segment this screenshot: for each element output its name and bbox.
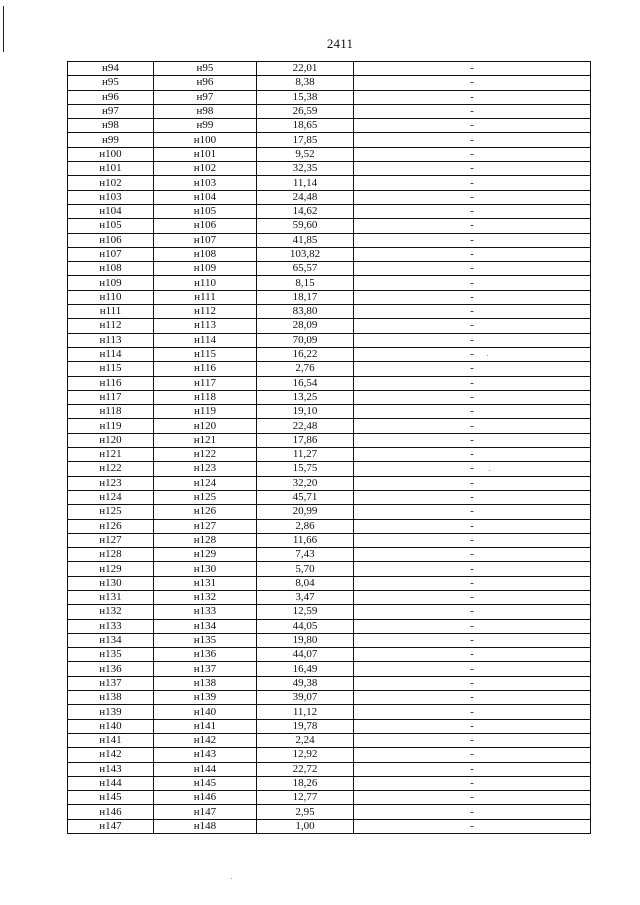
- table-row: [68, 805, 591, 819]
- length-cell: 22,01: [257, 62, 354, 76]
- point-to-cell: н129: [154, 548, 257, 562]
- table-row: [68, 333, 591, 347]
- length-cell: 16,49: [257, 662, 354, 676]
- point-to-cell: н133: [154, 605, 257, 619]
- point-from-cell: н107: [68, 247, 154, 261]
- point-from-cell: н116: [68, 376, 154, 390]
- table-row: [68, 219, 591, 233]
- point-from-cell: н102: [68, 176, 154, 190]
- point-to-cell: н145: [154, 776, 257, 790]
- point-to-cell: н135: [154, 633, 257, 647]
- point-to-cell: н115: [154, 347, 257, 361]
- note-cell: -: [354, 733, 591, 747]
- point-from-cell: н108: [68, 262, 154, 276]
- length-cell: 49,38: [257, 676, 354, 690]
- point-from-cell: н137: [68, 676, 154, 690]
- table-row: [68, 347, 591, 361]
- length-cell: 2,76: [257, 362, 354, 376]
- point-to-cell: н96: [154, 76, 257, 90]
- note-cell: -: [354, 462, 591, 476]
- point-from-cell: н146: [68, 805, 154, 819]
- length-cell: 22,48: [257, 419, 354, 433]
- table-row: [68, 433, 591, 447]
- point-from-cell: н138: [68, 691, 154, 705]
- note-cell: -: [354, 376, 591, 390]
- length-cell: 70,09: [257, 333, 354, 347]
- length-cell: 18,65: [257, 119, 354, 133]
- point-from-cell: н103: [68, 190, 154, 204]
- table-row: [68, 819, 591, 833]
- length-cell: 2,24: [257, 733, 354, 747]
- point-to-cell: н104: [154, 190, 257, 204]
- point-to-cell: н141: [154, 719, 257, 733]
- point-to-cell: н148: [154, 819, 257, 833]
- point-to-cell: н147: [154, 805, 257, 819]
- point-from-cell: н128: [68, 548, 154, 562]
- note-cell: -: [354, 190, 591, 204]
- point-to-cell: н140: [154, 705, 257, 719]
- boundary-segments-table: [67, 61, 591, 834]
- point-to-cell: н121: [154, 433, 257, 447]
- point-to-cell: н124: [154, 476, 257, 490]
- length-cell: 11,27: [257, 448, 354, 462]
- length-cell: 1,00: [257, 819, 354, 833]
- table-row: [68, 362, 591, 376]
- length-cell: 8,38: [257, 76, 354, 90]
- point-from-cell: н141: [68, 733, 154, 747]
- note-cell: -: [354, 347, 591, 361]
- point-to-cell: н101: [154, 147, 257, 161]
- note-cell: -: [354, 119, 591, 133]
- table-row: [68, 633, 591, 647]
- point-to-cell: н110: [154, 276, 257, 290]
- point-to-cell: н127: [154, 519, 257, 533]
- note-cell: -: [354, 162, 591, 176]
- length-cell: 28,09: [257, 319, 354, 333]
- scan-speck: [489, 470, 490, 471]
- point-from-cell: н127: [68, 533, 154, 547]
- point-to-cell: н128: [154, 533, 257, 547]
- note-cell: -: [354, 633, 591, 647]
- table-row: [68, 505, 591, 519]
- table-row: [68, 533, 591, 547]
- table-row: [68, 462, 591, 476]
- length-cell: 2,86: [257, 519, 354, 533]
- note-cell: -: [354, 104, 591, 118]
- point-from-cell: н134: [68, 633, 154, 647]
- point-from-cell: н115: [68, 362, 154, 376]
- table-row: [68, 776, 591, 790]
- note-cell: -: [354, 533, 591, 547]
- length-cell: 17,86: [257, 433, 354, 447]
- note-cell: -: [354, 576, 591, 590]
- note-cell: -: [354, 519, 591, 533]
- length-cell: 13,25: [257, 390, 354, 404]
- point-to-cell: н132: [154, 590, 257, 604]
- point-to-cell: н138: [154, 676, 257, 690]
- note-cell: -: [354, 433, 591, 447]
- point-from-cell: н118: [68, 405, 154, 419]
- point-from-cell: н125: [68, 505, 154, 519]
- point-from-cell: н95: [68, 76, 154, 90]
- length-cell: 32,20: [257, 476, 354, 490]
- length-cell: 3,47: [257, 590, 354, 604]
- point-from-cell: н136: [68, 662, 154, 676]
- length-cell: 12,59: [257, 605, 354, 619]
- length-cell: 83,80: [257, 305, 354, 319]
- table-row: [68, 276, 591, 290]
- table-row: [68, 204, 591, 218]
- note-cell: -: [354, 76, 591, 90]
- length-cell: 18,17: [257, 290, 354, 304]
- note-cell: -: [354, 219, 591, 233]
- note-cell: -: [354, 590, 591, 604]
- table-row: [68, 448, 591, 462]
- point-to-cell: н137: [154, 662, 257, 676]
- table-row: [68, 262, 591, 276]
- point-to-cell: н106: [154, 219, 257, 233]
- length-cell: 8,04: [257, 576, 354, 590]
- point-to-cell: н122: [154, 448, 257, 462]
- scan-speck: [487, 355, 488, 356]
- table-row: [68, 133, 591, 147]
- length-cell: 24,48: [257, 190, 354, 204]
- length-cell: 45,71: [257, 490, 354, 504]
- point-from-cell: н121: [68, 448, 154, 462]
- length-cell: 14,62: [257, 204, 354, 218]
- point-to-cell: н126: [154, 505, 257, 519]
- point-to-cell: н117: [154, 376, 257, 390]
- point-from-cell: н145: [68, 791, 154, 805]
- table-row: [68, 104, 591, 118]
- table-row: [68, 648, 591, 662]
- length-cell: 11,14: [257, 176, 354, 190]
- point-to-cell: н114: [154, 333, 257, 347]
- table-row: [68, 762, 591, 776]
- point-from-cell: н124: [68, 490, 154, 504]
- table-row: [68, 562, 591, 576]
- point-to-cell: н116: [154, 362, 257, 376]
- table-row: [68, 733, 591, 747]
- point-to-cell: н95: [154, 62, 257, 76]
- point-from-cell: н117: [68, 390, 154, 404]
- table-row: [68, 233, 591, 247]
- point-from-cell: н100: [68, 147, 154, 161]
- point-from-cell: н147: [68, 819, 154, 833]
- note-cell: -: [354, 305, 591, 319]
- point-to-cell: н113: [154, 319, 257, 333]
- point-to-cell: н118: [154, 390, 257, 404]
- note-cell: -: [354, 719, 591, 733]
- length-cell: 9,52: [257, 147, 354, 161]
- note-cell: -: [354, 62, 591, 76]
- point-from-cell: н94: [68, 62, 154, 76]
- point-from-cell: н110: [68, 290, 154, 304]
- point-from-cell: н109: [68, 276, 154, 290]
- note-cell: -: [354, 562, 591, 576]
- length-cell: 32,35: [257, 162, 354, 176]
- length-cell: 19,80: [257, 633, 354, 647]
- point-to-cell: н123: [154, 462, 257, 476]
- note-cell: -: [354, 176, 591, 190]
- length-cell: 16,22: [257, 347, 354, 361]
- table-row: [68, 319, 591, 333]
- table-row: [68, 305, 591, 319]
- point-from-cell: н114: [68, 347, 154, 361]
- length-cell: 59,60: [257, 219, 354, 233]
- table-row: [68, 290, 591, 304]
- note-cell: -: [354, 762, 591, 776]
- length-cell: 22,72: [257, 762, 354, 776]
- table-row: [68, 90, 591, 104]
- table-row: [68, 519, 591, 533]
- note-cell: -: [354, 147, 591, 161]
- point-to-cell: н111: [154, 290, 257, 304]
- table-row: [68, 376, 591, 390]
- point-from-cell: н126: [68, 519, 154, 533]
- note-cell: -: [354, 333, 591, 347]
- point-to-cell: н112: [154, 305, 257, 319]
- length-cell: 7,43: [257, 548, 354, 562]
- point-from-cell: н106: [68, 233, 154, 247]
- note-cell: -: [354, 791, 591, 805]
- table-row: [68, 548, 591, 562]
- note-cell: -: [354, 676, 591, 690]
- point-to-cell: н109: [154, 262, 257, 276]
- note-cell: -: [354, 362, 591, 376]
- table-row: [68, 190, 591, 204]
- note-cell: -: [354, 748, 591, 762]
- point-to-cell: н103: [154, 176, 257, 190]
- table-row: [68, 748, 591, 762]
- point-from-cell: н142: [68, 748, 154, 762]
- scan-speck: [231, 878, 232, 879]
- note-cell: -: [354, 605, 591, 619]
- length-cell: 65,57: [257, 262, 354, 276]
- note-cell: -: [354, 290, 591, 304]
- point-from-cell: н123: [68, 476, 154, 490]
- point-to-cell: н97: [154, 90, 257, 104]
- point-to-cell: н120: [154, 419, 257, 433]
- point-to-cell: н119: [154, 405, 257, 419]
- table-row: [68, 576, 591, 590]
- page-number: 2411: [326, 36, 354, 51]
- note-cell: -: [354, 262, 591, 276]
- note-cell: -: [354, 662, 591, 676]
- point-from-cell: н122: [68, 462, 154, 476]
- point-from-cell: н98: [68, 119, 154, 133]
- length-cell: 44,05: [257, 619, 354, 633]
- table-row: [68, 419, 591, 433]
- point-from-cell: н119: [68, 419, 154, 433]
- length-cell: 15,38: [257, 90, 354, 104]
- table-row: [68, 119, 591, 133]
- length-cell: 12,92: [257, 748, 354, 762]
- point-to-cell: н98: [154, 104, 257, 118]
- length-cell: 39,07: [257, 691, 354, 705]
- length-cell: 18,26: [257, 776, 354, 790]
- point-from-cell: н131: [68, 590, 154, 604]
- point-to-cell: н134: [154, 619, 257, 633]
- point-from-cell: н140: [68, 719, 154, 733]
- point-from-cell: н130: [68, 576, 154, 590]
- point-from-cell: н133: [68, 619, 154, 633]
- point-to-cell: н143: [154, 748, 257, 762]
- table-row: [68, 476, 591, 490]
- note-cell: -: [354, 448, 591, 462]
- note-cell: -: [354, 619, 591, 633]
- point-from-cell: н112: [68, 319, 154, 333]
- length-cell: 12,77: [257, 791, 354, 805]
- table-row: [68, 147, 591, 161]
- note-cell: -: [354, 691, 591, 705]
- point-to-cell: н131: [154, 576, 257, 590]
- length-cell: 17,85: [257, 133, 354, 147]
- table-row: [68, 662, 591, 676]
- note-cell: -: [354, 419, 591, 433]
- length-cell: 5,70: [257, 562, 354, 576]
- table-row: [68, 605, 591, 619]
- point-to-cell: н142: [154, 733, 257, 747]
- point-from-cell: н111: [68, 305, 154, 319]
- table-row: [68, 676, 591, 690]
- point-from-cell: н129: [68, 562, 154, 576]
- table-row: [68, 62, 591, 76]
- table-row: [68, 247, 591, 261]
- point-from-cell: н135: [68, 648, 154, 662]
- note-cell: -: [354, 548, 591, 562]
- point-from-cell: н96: [68, 90, 154, 104]
- point-from-cell: н139: [68, 705, 154, 719]
- point-from-cell: н99: [68, 133, 154, 147]
- point-from-cell: н97: [68, 104, 154, 118]
- point-from-cell: н144: [68, 776, 154, 790]
- point-to-cell: н100: [154, 133, 257, 147]
- point-from-cell: н104: [68, 204, 154, 218]
- table-row: [68, 390, 591, 404]
- point-from-cell: н101: [68, 162, 154, 176]
- length-cell: 2,95: [257, 805, 354, 819]
- point-to-cell: н99: [154, 119, 257, 133]
- note-cell: -: [354, 90, 591, 104]
- point-to-cell: н125: [154, 490, 257, 504]
- point-to-cell: н146: [154, 791, 257, 805]
- note-cell: -: [354, 505, 591, 519]
- length-cell: 8,15: [257, 276, 354, 290]
- table-row: [68, 791, 591, 805]
- table-row: [68, 691, 591, 705]
- length-cell: 26,59: [257, 104, 354, 118]
- note-cell: -: [354, 819, 591, 833]
- length-cell: 20,99: [257, 505, 354, 519]
- length-cell: 15,75: [257, 462, 354, 476]
- point-to-cell: н144: [154, 762, 257, 776]
- point-from-cell: н113: [68, 333, 154, 347]
- note-cell: -: [354, 233, 591, 247]
- point-to-cell: н105: [154, 204, 257, 218]
- length-cell: 19,78: [257, 719, 354, 733]
- table-body: [68, 62, 591, 834]
- point-from-cell: н143: [68, 762, 154, 776]
- table-row: [68, 719, 591, 733]
- note-cell: -: [354, 490, 591, 504]
- note-cell: -: [354, 476, 591, 490]
- note-cell: -: [354, 247, 591, 261]
- length-cell: 16,54: [257, 376, 354, 390]
- length-cell: 11,12: [257, 705, 354, 719]
- table-row: [68, 176, 591, 190]
- note-cell: -: [354, 705, 591, 719]
- table-row: [68, 162, 591, 176]
- note-cell: -: [354, 805, 591, 819]
- point-to-cell: н107: [154, 233, 257, 247]
- length-cell: 11,66: [257, 533, 354, 547]
- length-cell: 103,82: [257, 247, 354, 261]
- length-cell: 44,07: [257, 648, 354, 662]
- point-to-cell: н130: [154, 562, 257, 576]
- point-from-cell: н132: [68, 605, 154, 619]
- table-row: [68, 490, 591, 504]
- point-from-cell: н120: [68, 433, 154, 447]
- note-cell: -: [354, 776, 591, 790]
- point-to-cell: н108: [154, 247, 257, 261]
- note-cell: -: [354, 648, 591, 662]
- point-from-cell: н105: [68, 219, 154, 233]
- note-cell: -: [354, 405, 591, 419]
- note-cell: -: [354, 390, 591, 404]
- length-cell: 41,85: [257, 233, 354, 247]
- table-row: [68, 619, 591, 633]
- table-row: [68, 705, 591, 719]
- length-cell: 19,10: [257, 405, 354, 419]
- point-to-cell: н136: [154, 648, 257, 662]
- point-to-cell: н139: [154, 691, 257, 705]
- note-cell: -: [354, 204, 591, 218]
- table-row: [68, 405, 591, 419]
- table-row: [68, 590, 591, 604]
- note-cell: -: [354, 276, 591, 290]
- note-cell: -: [354, 319, 591, 333]
- table-row: [68, 76, 591, 90]
- note-cell: -: [354, 133, 591, 147]
- point-to-cell: н102: [154, 162, 257, 176]
